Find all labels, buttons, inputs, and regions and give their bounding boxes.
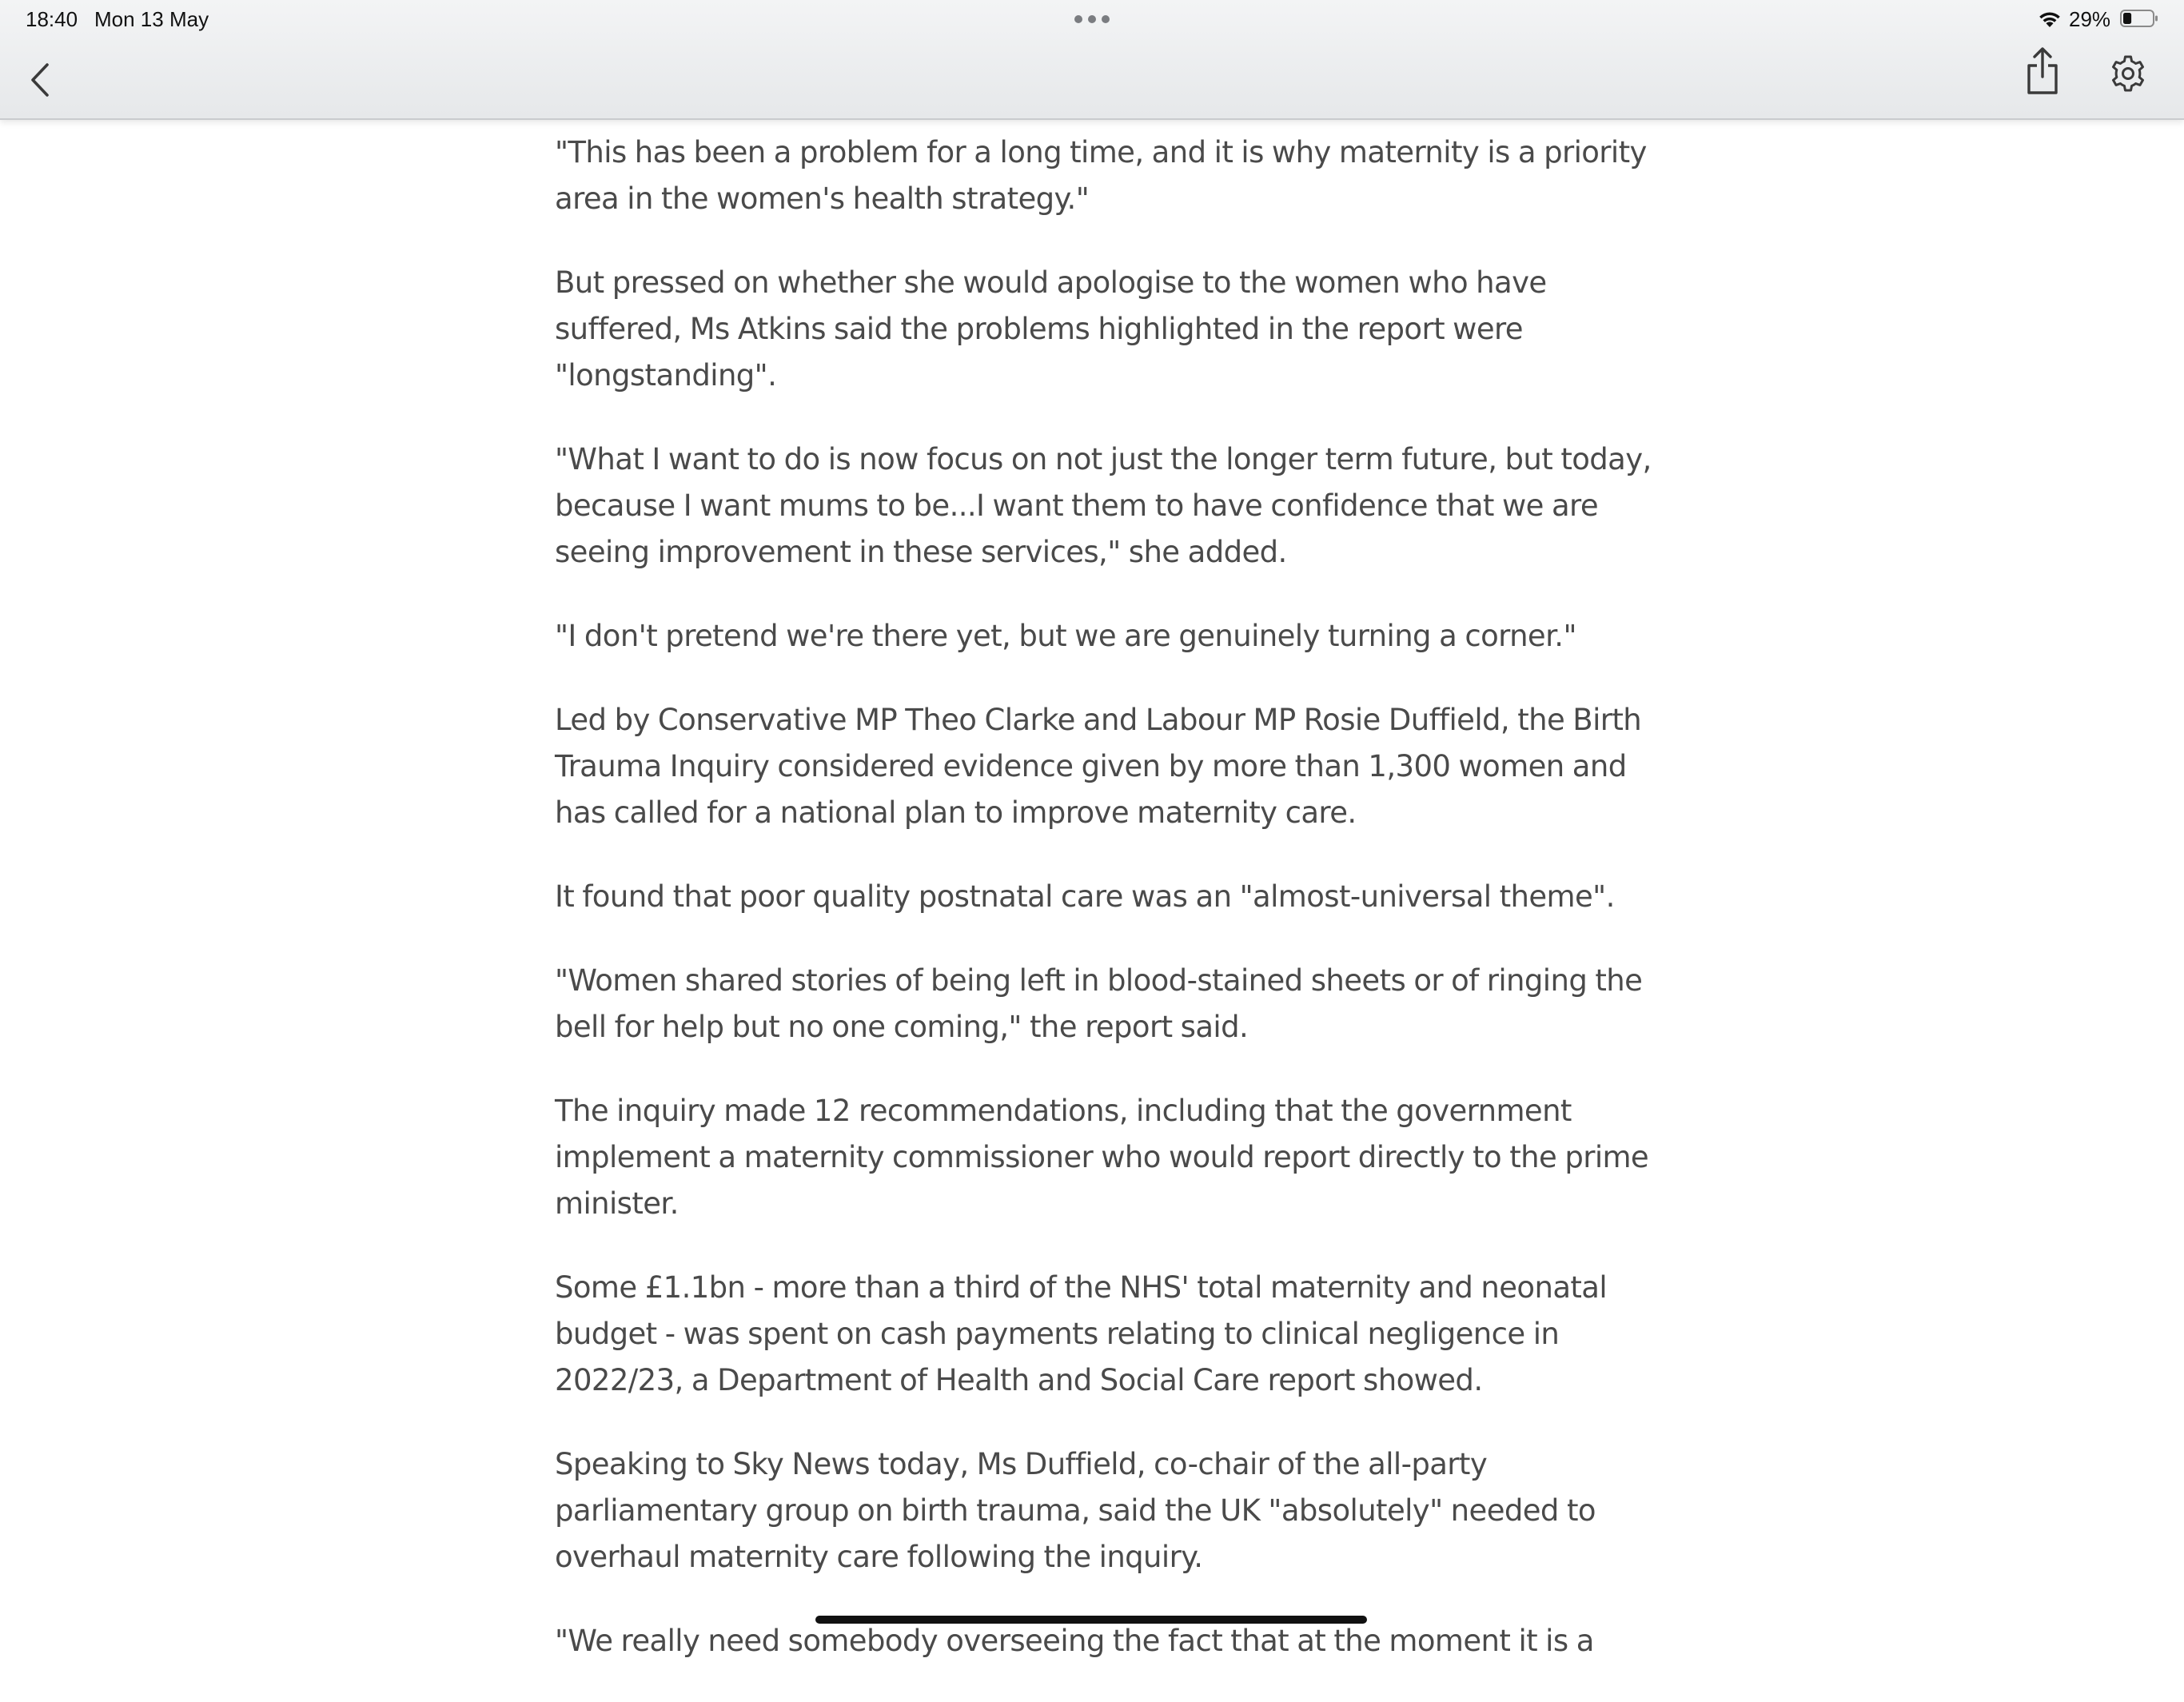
article-paragraph: Some £1.1bn - more than a third of the NHS' total maternity and neonatal budget - was spent on cash payments relating to clinical negligence in 2022/23, a Department of Health and Social Care report showed. [555,1270,1608,1397]
article-paragraph: The inquiry made 12 recommendations, including that the government implement a maternity commissioner who would report directly to the prime minister. [555,1094,1649,1221]
article-paragraph: "This has been a problem for a long time, and it is why maternity is a priority area in the women's health strategy." [555,135,1647,216]
home-indicator[interactable] [815,1616,1367,1624]
article-paragraph: "Women shared stories of being left in blood-stained sheets or of ringing the bell for help but no one coming," the report said. [555,963,1643,1044]
article-body [555,130,1658,1702]
article-paragraph: "We really need somebody overseeing the fact that at the moment it is a [555,1624,1594,1658]
article-paragraph: It found that poor quality postnatal care was an "almost-universal theme". [555,879,1615,914]
gear-icon [2109,54,2147,93]
battery-icon [2120,10,2158,27]
article-paragraph: Speaking to Sky News today, Ms Duffield, co-chair of the all-party parliamentary group on birth trauma, said the UK "absolutely" needed to overhaul maternity care following the inquiry. [555,1447,1596,1574]
settings-button[interactable] [2107,53,2149,94]
battery-percent: 29% [2069,7,2111,31]
share-icon [2025,46,2060,96]
article-paragraph: But pressed on whether she would apologise to the women who have suffered, Ms Atkins said the problems highlighted in the report were "longstanding". [555,265,1547,393]
back-button[interactable] [21,56,59,104]
status-time: 18:40 [26,7,78,31]
top-toolbar [0,0,2184,120]
article-paragraph: Led by Conservative MP Theo Clarke and Labour MP Rosie Duffield, the Birth Trauma Inquiry considered evidence given by more than 1,300 women and has called for a national plan to improve maternity care. [555,703,1642,830]
multitasking-dots-icon[interactable] [1074,14,1110,24]
share-button[interactable] [2023,45,2062,98]
status-date: Mon 13 May [94,7,209,31]
wifi-icon [2037,8,2062,29]
article-paragraph: "I don't pretend we're there yet, but we are genuinely turning a corner." [555,619,1576,653]
article-paragraph: "What I want to do is now focus on not just the longer term future, but today, because I want mums to be...I want them to have confidence that we are seeing improvement in these services," she added. [555,442,1652,569]
back-chevron-icon [30,62,50,98]
